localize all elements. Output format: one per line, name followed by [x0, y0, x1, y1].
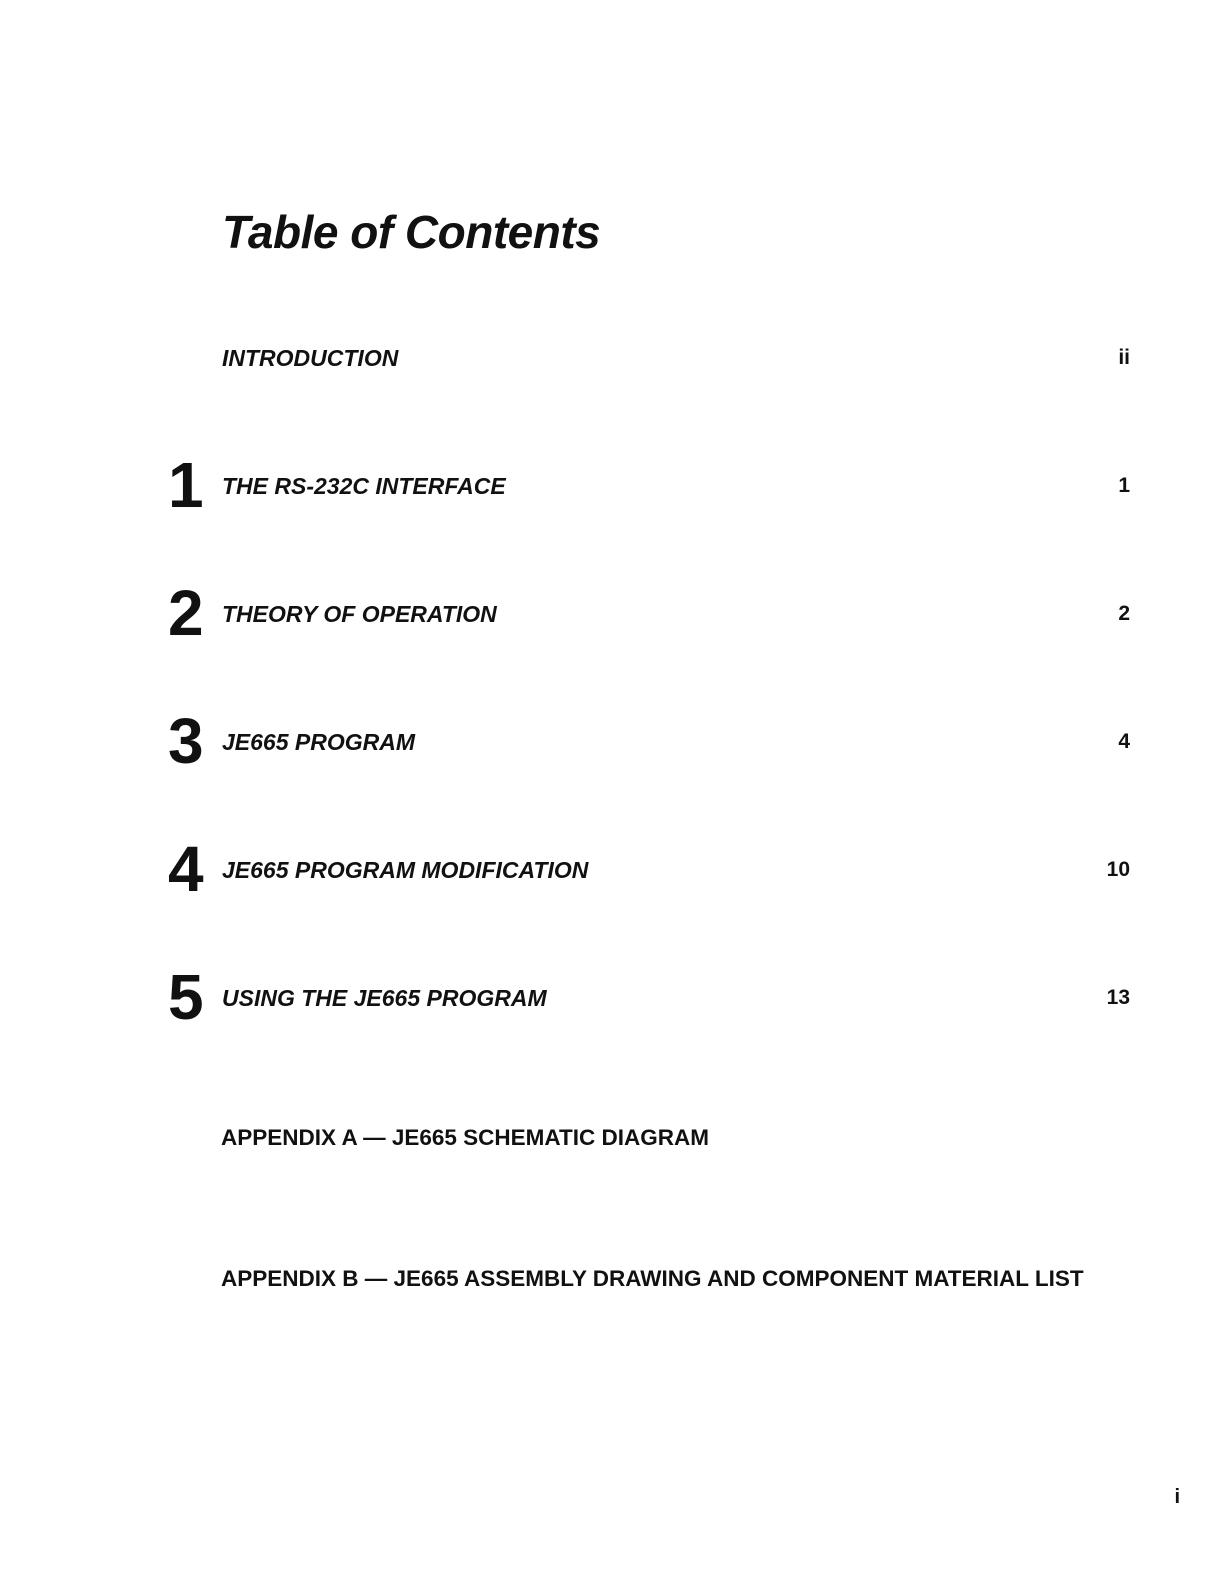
toc-entry-label: THE RS-232C INTERFACE — [222, 473, 506, 499]
chapter-number: 3 — [168, 705, 202, 777]
toc-entry-chapter-5[interactable] — [0, 962, 1224, 1032]
toc-entry-label: THEORY OF OPERATION — [222, 601, 497, 627]
toc-entry-page: 1 — [1118, 474, 1130, 497]
toc-entry-introduction[interactable] — [0, 322, 1224, 392]
toc-entry-page: 13 — [1106, 986, 1130, 1009]
toc-entry-page: 2 — [1118, 602, 1130, 625]
page-number: i — [1174, 1486, 1180, 1508]
toc-entry-label: JE665 PROGRAM MODIFICATION — [222, 857, 589, 883]
toc-appendix-b[interactable]: APPENDIX B — JE665 ASSEMBLY DRAWING AND COMPONENT MATERIAL LIST — [221, 1266, 1084, 1291]
page-title: Table of Contents — [222, 206, 601, 258]
chapter-number: 2 — [168, 577, 202, 649]
toc-entry-chapter-4[interactable] — [0, 834, 1224, 904]
toc-entry-page: 4 — [1118, 730, 1130, 753]
toc-entry-chapter-1[interactable] — [0, 450, 1224, 520]
chapter-number: 4 — [168, 833, 202, 905]
toc-entry-chapter-2[interactable] — [0, 578, 1224, 648]
toc-entry-chapter-3[interactable] — [0, 706, 1224, 776]
toc-entry-label: USING THE JE665 PROGRAM — [222, 985, 547, 1011]
toc-entry-page: 10 — [1106, 858, 1130, 881]
toc-entry-page: ii — [1118, 346, 1130, 369]
toc-entry-label: JE665 PROGRAM — [222, 729, 416, 755]
chapter-number: 5 — [168, 961, 202, 1033]
chapter-number: 1 — [168, 449, 202, 521]
toc-entry-label: INTRODUCTION — [222, 345, 399, 371]
toc-appendix-a[interactable]: APPENDIX A — JE665 SCHEMATIC DIAGRAM — [221, 1125, 709, 1150]
